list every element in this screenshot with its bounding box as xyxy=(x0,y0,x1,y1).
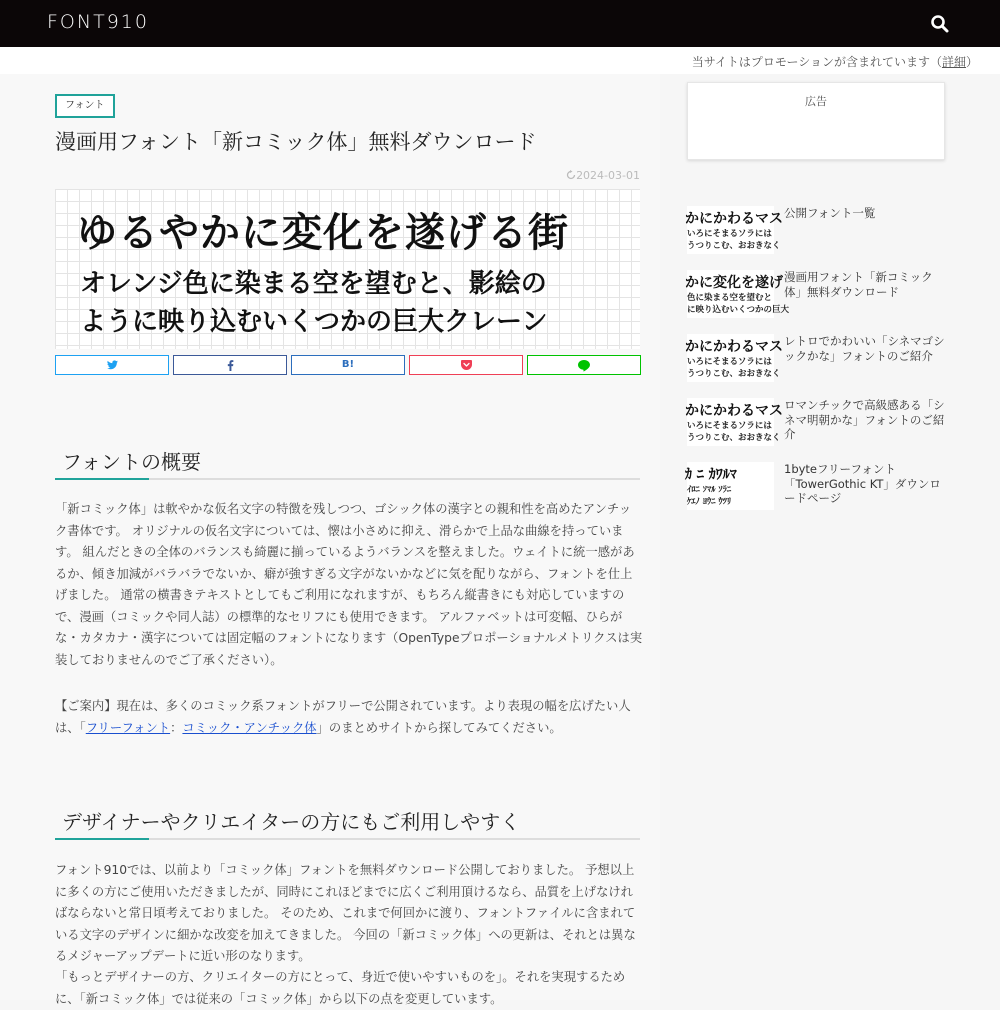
ad-label: 広告 xyxy=(805,95,827,108)
post-thumbnail[interactable] xyxy=(685,398,783,446)
section-heading-designers-text: デザイナーやクリエイターの方にもご利用しやすく xyxy=(62,810,521,834)
post-thumbnail[interactable] xyxy=(685,334,783,382)
sidebar-post-2[interactable] xyxy=(687,270,957,320)
notice-text-after: 」のまとめサイトから探してみてください。 xyxy=(316,720,562,735)
free-font-link[interactable]: フリーフォント xyxy=(85,720,171,735)
section-heading-overview-text: フォントの概要 xyxy=(62,450,201,474)
line-icon xyxy=(578,360,590,371)
sidebar-post-3[interactable] xyxy=(687,334,957,384)
thumb-line-1: かにかわるマス xyxy=(685,403,783,419)
heading-accent-line xyxy=(55,838,149,840)
twitter-icon xyxy=(107,360,118,370)
sidebar-post-4[interactable] xyxy=(687,398,957,448)
notice-text-before: 【ご案内】現在は、多くのコミック系フォントがフリーで公開されています。より表現の幅を広げたい人は、「 xyxy=(55,699,631,735)
advertisement-box[interactable] xyxy=(687,82,945,160)
thumb-line-3: ｹｴﾉ ﾖｳﾆ ｳﾂﾘ xyxy=(687,497,732,507)
promotion-notice xyxy=(0,47,1000,74)
post-thumbnail[interactable] xyxy=(685,270,790,318)
share-buttons xyxy=(55,355,640,375)
comic-antique-link[interactable]: コミック・アンチック体 xyxy=(182,720,317,735)
share-twitter-button[interactable] xyxy=(55,355,169,375)
post-date xyxy=(566,169,640,182)
sidebar-post-title[interactable]: レトロでかわいい「シネマゴシックかな」フォントのご紹介 xyxy=(784,334,945,363)
post-thumbnail[interactable] xyxy=(685,206,783,254)
thumb-line-1: ｶ ﾆ ｶﾜﾙﾏ xyxy=(685,467,737,483)
promotion-close-paren: ） xyxy=(965,55,978,69)
thumb-line-2: ｲﾛﾆ ｿﾏﾙ ｿﾗﾆ xyxy=(687,485,732,495)
search-icon xyxy=(930,14,950,34)
facebook-icon xyxy=(227,360,234,371)
thumb-line-2: 色に染まる空を望むと xyxy=(687,293,773,303)
site-logo[interactable]: FONT910 xyxy=(47,11,149,33)
share-hatena-button[interactable] xyxy=(291,355,405,375)
pocket-icon xyxy=(461,360,472,370)
sidebar-post-title[interactable]: 公開フォント一覧 xyxy=(784,206,876,220)
sidebar-post-1[interactable] xyxy=(687,206,957,256)
thumb-line-2: いろにそまるソラには xyxy=(687,229,772,239)
share-facebook-button[interactable] xyxy=(173,355,287,375)
eyecatch-line-3: ように映り込むいくつかの巨大クレーン xyxy=(80,307,548,337)
category-badge[interactable]: フォント xyxy=(55,94,115,118)
thumb-line-3: うつりこむ、おおきなく xyxy=(687,241,781,251)
search-button[interactable] xyxy=(930,14,950,34)
notice-paragraph xyxy=(55,696,643,739)
section-heading-designers xyxy=(55,804,640,840)
sidebar-post-5[interactable] xyxy=(687,462,957,512)
thumb-line-1: かに変化を遂げ xyxy=(685,275,783,291)
share-line-button[interactable] xyxy=(527,355,641,375)
hatena-icon: B! xyxy=(341,359,355,370)
site-header xyxy=(0,0,1000,47)
promotion-details-link[interactable]: 詳細 xyxy=(941,55,966,69)
thumb-line-2: いろにそまるソラには xyxy=(687,357,772,367)
thumb-line-3: うつりこむ、おおきなく xyxy=(687,433,781,443)
page-title: 漫画用フォント「新コミック体」無料ダウンロード xyxy=(55,130,537,154)
promotion-text: 当サイトはプロモーションが含まれています（ xyxy=(691,55,942,69)
thumb-line-3: うつりこむ、おおきなく xyxy=(687,369,781,379)
thumb-line-1: かにかわるマス xyxy=(685,211,783,227)
update-icon xyxy=(566,170,576,180)
eyecatch-line-2: オレンジ色に染まる空を望むと、影絵の xyxy=(80,269,547,299)
thumb-line-3: に映り込むいくつかの巨大 xyxy=(687,305,790,315)
thumb-line-1: かにかわるマス xyxy=(685,339,783,355)
overview-paragraph: 「新コミック体」は軟やかな仮名文字の特徴を残しつつ、ゴシック体の漢字との親和性を高めたアンチック書体です。 オリジナルの仮名文字については、懐は小さめに抑え、滑らかで上品な曲線を持っています。 組んだときの全体のバランスも綺麗に揃っているようバランスを整えました。ウェイトに統一感があるか、傾き加減がバラバラでないか、癖が強すぎる文字がないかなどに気を配りながら、フォントを仕上げました。 通常の横書きテキストとしてもご利用になれますが、もちろん縦書きにも対応していますので、漫画（コミックや同人誌）の標準的なセリフにも使用できます。 アルファベットは可変幅、ひらがな・カタカナ・漢字については固定幅のフォントになります（OpenTypeプロポーショナルメトリクスは実装しておりませんのでご了承ください）。 xyxy=(55,502,643,667)
notice-separator: ： xyxy=(170,720,183,735)
section-heading-overview xyxy=(55,444,640,480)
eyecatch-image xyxy=(55,189,640,349)
sidebar-post-title[interactable]: 1byteフリーフォント「TowerGothic KT」ダウンロードページ xyxy=(784,462,941,505)
designers-paragraph-1: フォント910では、以前より「コミック体」フォントを無料ダウンロード公開しておりました。 予想以上に多くの方にご使用いただきましたが、同時にこれほどまでに広くご利用頂けるなら、品質を上げなければならないと常日頃考えておりました。 そのため、これまで何回かに渡り、フォントファイルに含まれている文字のデザインに細かな改変を加えてきました。 今回の「新コミック体」への更新は、それとは異なるメジャーアップデートに近い形のなります。 xyxy=(55,863,636,963)
sidebar-post-title[interactable]: 漫画用フォント「新コミック体」無料ダウンロード xyxy=(784,270,933,299)
share-pocket-button[interactable] xyxy=(409,355,523,375)
designers-paragraph-2: 「もっとデザイナーの方、クリエイターの方にとって、身近で使いやすいものを」。それを実現するために、「新コミック体」では従来の「コミック体」から以下の点を変更しています。 xyxy=(55,970,626,1006)
post-date-text: 2024-03-01 xyxy=(576,169,640,182)
heading-accent-line xyxy=(55,478,149,480)
thumb-line-2: いろにそまるソラには xyxy=(687,421,772,431)
main-content xyxy=(0,74,660,1006)
eyecatch-line-1: ゆるやかに変化を遂げる街 xyxy=(77,210,569,256)
sidebar-post-title[interactable]: ロマンチックで高級感ある「シネマ明朝かな」フォントのご紹介 xyxy=(784,398,945,441)
post-thumbnail[interactable] xyxy=(687,462,774,510)
